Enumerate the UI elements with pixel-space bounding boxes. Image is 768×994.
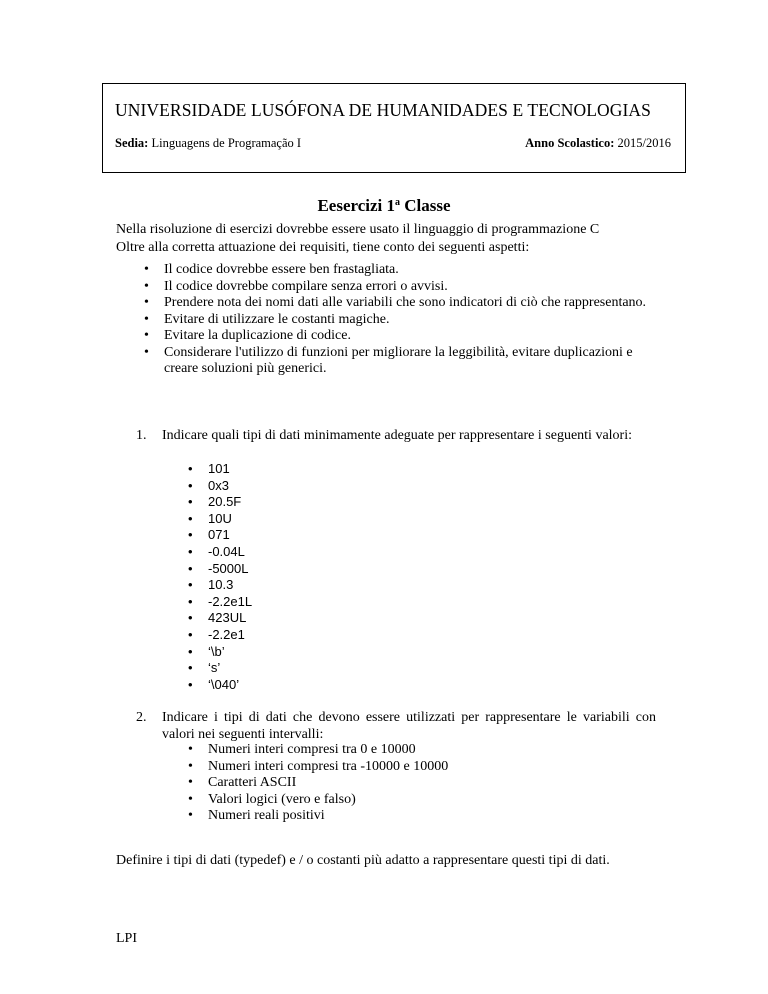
value-item: • 20.5F (188, 494, 252, 511)
course-info-line (115, 136, 675, 151)
value-item: • 10U (188, 511, 252, 528)
page-title (0, 196, 768, 216)
year-value: 2015/2016 (617, 136, 671, 150)
requirement-item: • Evitare la duplicazione di codice. (144, 328, 654, 345)
page-footer: LPI (116, 931, 137, 946)
sedia-value: Linguagens de Programação I (151, 136, 302, 150)
question-1 (136, 427, 656, 444)
question-2-number: 2. (136, 710, 147, 725)
values-list (188, 461, 252, 693)
requirement-item: • Il codice dovrebbe essere ben frastagliata. (144, 262, 654, 279)
value-item: • -2.2e1L (188, 594, 252, 611)
value-item: • -2.2e1 (188, 627, 252, 644)
value-item: • 10.3 (188, 577, 252, 594)
institution-name: UNIVERSIDADE LUSÓFONA DE HUMANIDADES E TECNOLOGIAS (115, 100, 651, 120)
value-item: • -5000L (188, 561, 252, 578)
question-1-text: Indicare quali tipi di dati minimamente adeguate per rappresentare i seguenti valori: (162, 428, 632, 443)
range-item: • Caratteri ASCII (188, 775, 448, 792)
year-label: Anno Scolastico: (525, 136, 615, 150)
header-box (102, 83, 686, 173)
range-item: • Numeri interi compresi tra 0 e 10000 (188, 742, 448, 759)
sedia-label: Sedia: (115, 136, 149, 150)
title-superscript: a (395, 197, 401, 208)
closing-paragraph: Definire i tipi di dati (typedef) e / o costanti più adatto a rappresentare questi tipi di dati. (116, 853, 610, 868)
requirements-list (144, 262, 654, 378)
title-rest: Classe (404, 196, 451, 215)
intro-paragraph (116, 221, 656, 257)
requirement-item: • Evitare di utilizzare le costanti magiche. (144, 312, 654, 329)
requirement-item: • Prendere nota dei nomi dati alle variabili che sono indicatori di ciò che rappresentano. (144, 295, 654, 312)
range-item: • Numeri reali positivi (188, 808, 448, 825)
value-item: • 423UL (188, 610, 252, 627)
value-item: • 101 (188, 461, 252, 478)
ranges-list (188, 742, 448, 825)
range-item: • Valori logici (vero e falso) (188, 792, 448, 809)
intro-line-1: Nella risoluzione di esercizi dovrebbe essere usato il linguaggio di programmazione C (116, 222, 600, 237)
question-2 (136, 709, 656, 743)
intro-line-2: Oltre alla corretta attuazione dei requisiti, tiene conto dei seguenti aspetti: (116, 240, 530, 255)
requirement-item: • Il codice dovrebbe compilare senza errori o avvisi. (144, 279, 654, 296)
school-year (525, 136, 671, 151)
value-item: • ‘\b’ (188, 644, 252, 661)
value-item: • 071 (188, 527, 252, 544)
title-main: Eesercizi 1 (317, 196, 396, 215)
value-item: • -0.04L (188, 544, 252, 561)
value-item: • ‘\040’ (188, 677, 252, 694)
range-item: • Numeri interi compresi tra -10000 e 10000 (188, 759, 448, 776)
question-2-text: Indicare i tipi di dati che devono essere utilizzati per rappresentare le variabili con valori nei seguenti intervalli: (162, 710, 656, 742)
value-item: • ‘s’ (188, 660, 252, 677)
value-item: • 0x3 (188, 478, 252, 495)
requirement-item: • Considerare l'utilizzo di funzioni per migliorare la leggibilità, evitare duplicazioni e creare soluzioni più generici. (144, 345, 654, 378)
question-1-number: 1. (136, 428, 147, 443)
